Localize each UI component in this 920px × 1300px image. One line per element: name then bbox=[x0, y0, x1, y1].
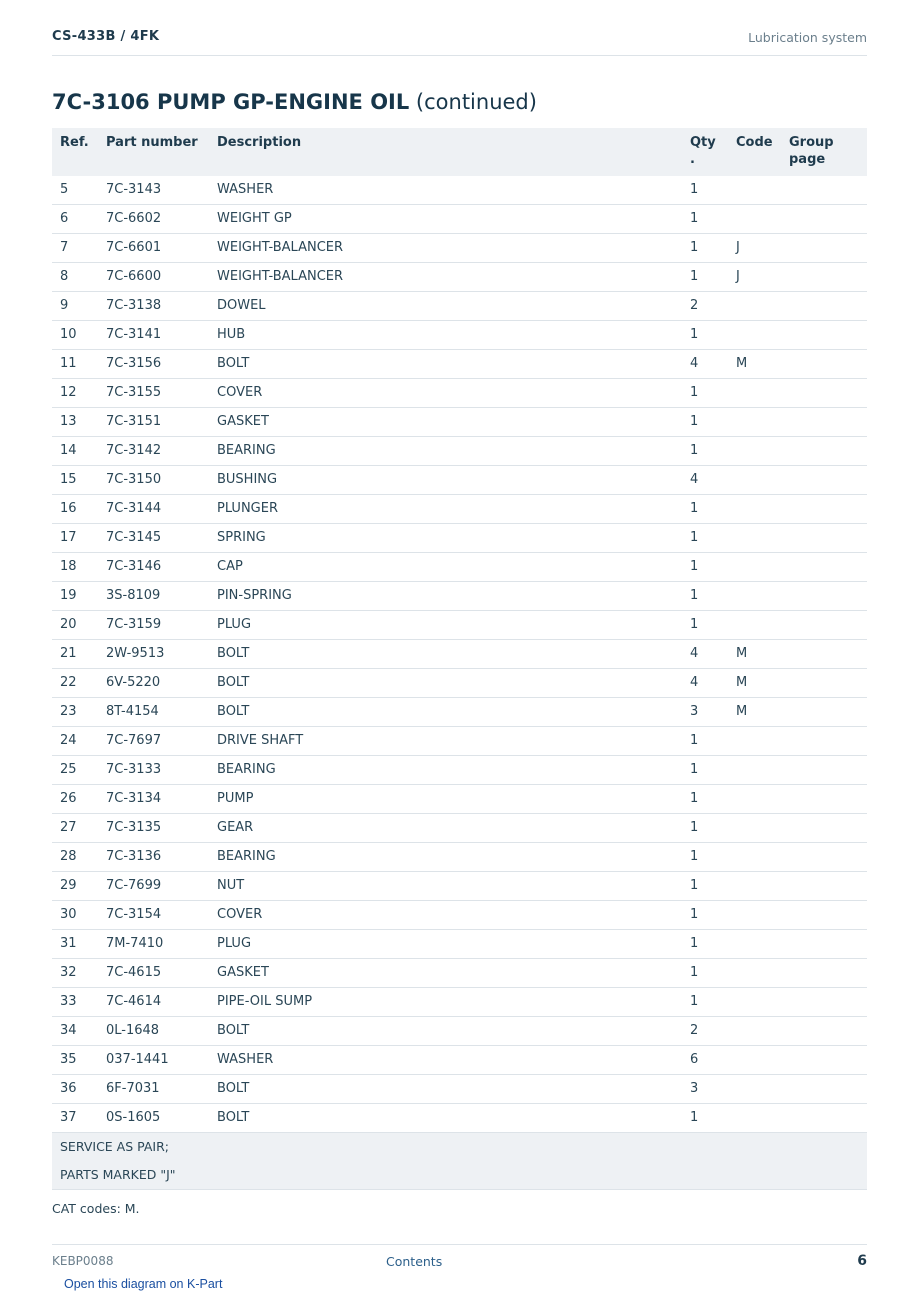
cell-code bbox=[728, 843, 781, 872]
cell-part-number: 7C-6601 bbox=[98, 234, 209, 263]
cell-code bbox=[728, 785, 781, 814]
cell-ref: 33 bbox=[52, 988, 98, 1017]
cell-description: WASHER bbox=[209, 1046, 682, 1075]
cell-qty: 1 bbox=[682, 988, 728, 1017]
cell-part-number: 7C-3138 bbox=[98, 292, 209, 321]
table-row bbox=[52, 756, 867, 785]
cell-qty: 1 bbox=[682, 553, 728, 582]
document-id: KEBP0088 bbox=[52, 1254, 114, 1268]
cell-qty: 1 bbox=[682, 321, 728, 350]
cell-description: BEARING bbox=[209, 437, 682, 466]
cell-description: BOLT bbox=[209, 350, 682, 379]
cell-group-page bbox=[781, 1046, 867, 1075]
cell-group-page bbox=[781, 582, 867, 611]
table-row bbox=[52, 727, 867, 756]
table-row bbox=[52, 466, 867, 495]
table-row bbox=[52, 379, 867, 408]
table-row bbox=[52, 959, 867, 988]
cell-description: PLUNGER bbox=[209, 495, 682, 524]
cell-description: PIN-SPRING bbox=[209, 582, 682, 611]
cell-part-number: 7C-3141 bbox=[98, 321, 209, 350]
cell-ref: 31 bbox=[52, 930, 98, 959]
cell-part-number: 8T-4154 bbox=[98, 698, 209, 727]
column-header-description: Description bbox=[209, 128, 682, 176]
cell-description: COVER bbox=[209, 379, 682, 408]
cell-qty: 1 bbox=[682, 437, 728, 466]
cell-group-page bbox=[781, 611, 867, 640]
cell-code bbox=[728, 872, 781, 901]
cell-ref: 18 bbox=[52, 553, 98, 582]
cell-part-number: 3S-8109 bbox=[98, 582, 209, 611]
cell-part-number: 7C-7697 bbox=[98, 727, 209, 756]
cell-group-page bbox=[781, 1075, 867, 1104]
cell-qty: 4 bbox=[682, 466, 728, 495]
cell-group-page bbox=[781, 321, 867, 350]
cell-group-page bbox=[781, 785, 867, 814]
parts-table bbox=[52, 128, 867, 1190]
open-diagram-link[interactable]: Open this diagram on K-Part bbox=[64, 1277, 223, 1291]
cell-code: J bbox=[728, 263, 781, 292]
cell-code bbox=[728, 930, 781, 959]
cell-part-number: 7C-3150 bbox=[98, 466, 209, 495]
cell-qty: 1 bbox=[682, 176, 728, 205]
cell-description: DOWEL bbox=[209, 292, 682, 321]
table-row bbox=[52, 843, 867, 872]
cell-description: BUSHING bbox=[209, 466, 682, 495]
cell-code bbox=[728, 176, 781, 205]
cell-description: DRIVE SHAFT bbox=[209, 727, 682, 756]
cell-qty: 1 bbox=[682, 263, 728, 292]
cell-description: COVER bbox=[209, 901, 682, 930]
cell-description: GASKET bbox=[209, 408, 682, 437]
cell-code bbox=[728, 495, 781, 524]
cell-qty: 6 bbox=[682, 1046, 728, 1075]
cell-description: PIPE-OIL SUMP bbox=[209, 988, 682, 1017]
cell-qty: 1 bbox=[682, 408, 728, 437]
table-row bbox=[52, 350, 867, 379]
section-label: Lubrication system bbox=[748, 30, 867, 45]
cell-group-page bbox=[781, 408, 867, 437]
table-row bbox=[52, 495, 867, 524]
cell-description: CAP bbox=[209, 553, 682, 582]
cell-qty: 1 bbox=[682, 872, 728, 901]
cell-group-page bbox=[781, 669, 867, 698]
cell-group-page bbox=[781, 466, 867, 495]
cell-ref: 5 bbox=[52, 176, 98, 205]
table-row bbox=[52, 1104, 867, 1133]
cell-group-page bbox=[781, 292, 867, 321]
cell-ref: 11 bbox=[52, 350, 98, 379]
table-note: SERVICE AS PAIR; bbox=[52, 1133, 867, 1162]
table-row bbox=[52, 611, 867, 640]
cat-codes-note: CAT codes: M. bbox=[52, 1201, 140, 1216]
table-row bbox=[52, 524, 867, 553]
table-row bbox=[52, 698, 867, 727]
cell-group-page bbox=[781, 1104, 867, 1133]
cell-group-page bbox=[781, 176, 867, 205]
cell-ref: 35 bbox=[52, 1046, 98, 1075]
cell-part-number: 7C-3143 bbox=[98, 176, 209, 205]
cell-group-page bbox=[781, 437, 867, 466]
cell-ref: 34 bbox=[52, 1017, 98, 1046]
cell-qty: 1 bbox=[682, 930, 728, 959]
cell-qty: 1 bbox=[682, 379, 728, 408]
cell-ref: 6 bbox=[52, 205, 98, 234]
cell-part-number: 7C-3134 bbox=[98, 785, 209, 814]
cell-qty: 1 bbox=[682, 611, 728, 640]
cell-group-page bbox=[781, 234, 867, 263]
cell-group-page bbox=[781, 756, 867, 785]
cell-qty: 1 bbox=[682, 901, 728, 930]
table-row bbox=[52, 321, 867, 350]
cell-description: WEIGHT GP bbox=[209, 205, 682, 234]
table-row bbox=[52, 437, 867, 466]
table-row bbox=[52, 872, 867, 901]
table-row bbox=[52, 1017, 867, 1046]
cell-qty: 2 bbox=[682, 1017, 728, 1046]
cell-part-number: 7C-7699 bbox=[98, 872, 209, 901]
column-header-code: Code bbox=[728, 128, 781, 176]
cell-code: M bbox=[728, 640, 781, 669]
table-row bbox=[52, 292, 867, 321]
cell-part-number: 7C-4615 bbox=[98, 959, 209, 988]
cell-description: BOLT bbox=[209, 640, 682, 669]
qty-header-line1: Qty bbox=[690, 135, 716, 150]
cell-part-number: 037-1441 bbox=[98, 1046, 209, 1075]
cell-part-number: 7C-3159 bbox=[98, 611, 209, 640]
cell-group-page bbox=[781, 843, 867, 872]
page-header bbox=[52, 29, 867, 56]
cell-part-number: 6V-5220 bbox=[98, 669, 209, 698]
cell-description: BOLT bbox=[209, 1075, 682, 1104]
cell-part-number: 0S-1605 bbox=[98, 1104, 209, 1133]
cell-description: PUMP bbox=[209, 785, 682, 814]
cell-qty: 1 bbox=[682, 1104, 728, 1133]
cell-description: SPRING bbox=[209, 524, 682, 553]
cell-part-number: 7C-3136 bbox=[98, 843, 209, 872]
cell-ref: 15 bbox=[52, 466, 98, 495]
cell-ref: 20 bbox=[52, 611, 98, 640]
table-row bbox=[52, 930, 867, 959]
cell-code bbox=[728, 611, 781, 640]
cell-description: BOLT bbox=[209, 1104, 682, 1133]
cell-description: BOLT bbox=[209, 698, 682, 727]
table-row bbox=[52, 988, 867, 1017]
cell-code bbox=[728, 292, 781, 321]
cell-group-page bbox=[781, 495, 867, 524]
cell-part-number: 7C-6600 bbox=[98, 263, 209, 292]
cell-qty: 3 bbox=[682, 1075, 728, 1104]
cell-code bbox=[728, 582, 781, 611]
title-suffix: (continued) bbox=[409, 90, 537, 114]
cell-code bbox=[728, 901, 781, 930]
cell-code bbox=[728, 959, 781, 988]
cell-ref: 14 bbox=[52, 437, 98, 466]
cell-group-page bbox=[781, 814, 867, 843]
cell-group-page bbox=[781, 872, 867, 901]
cell-ref: 36 bbox=[52, 1075, 98, 1104]
cell-description: BOLT bbox=[209, 1017, 682, 1046]
table-row bbox=[52, 553, 867, 582]
group-header-line1: Group bbox=[789, 135, 834, 150]
cell-ref: 16 bbox=[52, 495, 98, 524]
cell-qty: 1 bbox=[682, 582, 728, 611]
cell-group-page bbox=[781, 1017, 867, 1046]
cell-code bbox=[728, 321, 781, 350]
cell-qty: 1 bbox=[682, 756, 728, 785]
cell-part-number: 7C-3144 bbox=[98, 495, 209, 524]
cell-code bbox=[728, 814, 781, 843]
cell-ref: 10 bbox=[52, 321, 98, 350]
cell-code bbox=[728, 1104, 781, 1133]
cell-ref: 17 bbox=[52, 524, 98, 553]
cell-qty: 1 bbox=[682, 234, 728, 263]
cell-code bbox=[728, 988, 781, 1017]
cell-group-page bbox=[781, 901, 867, 930]
model-label: CS-433B / 4FK bbox=[52, 29, 160, 44]
cell-part-number: 7C-3154 bbox=[98, 901, 209, 930]
cell-group-page bbox=[781, 698, 867, 727]
page-title bbox=[52, 90, 537, 114]
cell-ref: 8 bbox=[52, 263, 98, 292]
cell-description: PLUG bbox=[209, 611, 682, 640]
cell-qty: 2 bbox=[682, 292, 728, 321]
table-row bbox=[52, 901, 867, 930]
column-header-ref: Ref. bbox=[52, 128, 98, 176]
cell-group-page bbox=[781, 988, 867, 1017]
table-note-row bbox=[52, 1133, 867, 1162]
cell-qty: 1 bbox=[682, 205, 728, 234]
table-row bbox=[52, 408, 867, 437]
cell-qty: 1 bbox=[682, 959, 728, 988]
cell-group-page bbox=[781, 205, 867, 234]
cell-code bbox=[728, 553, 781, 582]
column-header-part-number: Part number bbox=[98, 128, 209, 176]
table-row bbox=[52, 263, 867, 292]
cell-group-page bbox=[781, 727, 867, 756]
parts-table-body bbox=[52, 176, 867, 1190]
cell-description: GASKET bbox=[209, 959, 682, 988]
cell-description: GEAR bbox=[209, 814, 682, 843]
cell-code bbox=[728, 408, 781, 437]
cell-qty: 1 bbox=[682, 785, 728, 814]
cell-ref: 29 bbox=[52, 872, 98, 901]
cell-ref: 28 bbox=[52, 843, 98, 872]
table-row bbox=[52, 582, 867, 611]
cell-code: J bbox=[728, 234, 781, 263]
cell-description: HUB bbox=[209, 321, 682, 350]
cell-qty: 4 bbox=[682, 669, 728, 698]
cell-part-number: 7C-6602 bbox=[98, 205, 209, 234]
cell-part-number: 0L-1648 bbox=[98, 1017, 209, 1046]
table-header-row bbox=[52, 128, 867, 176]
cell-qty: 1 bbox=[682, 727, 728, 756]
table-row bbox=[52, 205, 867, 234]
cell-code bbox=[728, 466, 781, 495]
cell-ref: 23 bbox=[52, 698, 98, 727]
cell-ref: 26 bbox=[52, 785, 98, 814]
cell-part-number: 7C-3146 bbox=[98, 553, 209, 582]
cell-ref: 19 bbox=[52, 582, 98, 611]
cell-qty: 3 bbox=[682, 698, 728, 727]
cell-qty: 1 bbox=[682, 495, 728, 524]
cell-qty: 1 bbox=[682, 814, 728, 843]
cell-ref: 32 bbox=[52, 959, 98, 988]
cell-ref: 25 bbox=[52, 756, 98, 785]
cell-code bbox=[728, 524, 781, 553]
column-header-group-page bbox=[781, 128, 867, 176]
table-row bbox=[52, 1046, 867, 1075]
cell-part-number: 7C-3135 bbox=[98, 814, 209, 843]
cell-ref: 37 bbox=[52, 1104, 98, 1133]
page-number: 6 bbox=[857, 1253, 867, 1269]
contents-link[interactable]: Contents bbox=[386, 1254, 443, 1269]
cell-ref: 9 bbox=[52, 292, 98, 321]
cell-description: WEIGHT-BALANCER bbox=[209, 234, 682, 263]
cell-part-number: 7C-3151 bbox=[98, 408, 209, 437]
cell-description: BEARING bbox=[209, 843, 682, 872]
table-row bbox=[52, 669, 867, 698]
cell-description: BEARING bbox=[209, 756, 682, 785]
cell-part-number: 7C-3142 bbox=[98, 437, 209, 466]
table-row bbox=[52, 785, 867, 814]
table-note-row bbox=[52, 1161, 867, 1190]
cell-code bbox=[728, 437, 781, 466]
qty-header-line2: . bbox=[690, 152, 695, 167]
page-footer bbox=[52, 1244, 867, 1275]
cell-group-page bbox=[781, 350, 867, 379]
column-header-qty bbox=[682, 128, 728, 176]
table-row bbox=[52, 814, 867, 843]
cell-qty: 1 bbox=[682, 524, 728, 553]
cell-code bbox=[728, 205, 781, 234]
cell-group-page bbox=[781, 379, 867, 408]
cell-group-page bbox=[781, 959, 867, 988]
cell-code bbox=[728, 379, 781, 408]
cell-code: M bbox=[728, 669, 781, 698]
cell-part-number: 7C-3156 bbox=[98, 350, 209, 379]
cell-part-number: 7M-7410 bbox=[98, 930, 209, 959]
cell-code: M bbox=[728, 698, 781, 727]
cell-ref: 12 bbox=[52, 379, 98, 408]
cell-part-number: 7C-3155 bbox=[98, 379, 209, 408]
cell-group-page bbox=[781, 263, 867, 292]
cell-qty: 4 bbox=[682, 350, 728, 379]
cell-description: WASHER bbox=[209, 176, 682, 205]
group-header-line2: page bbox=[789, 152, 826, 167]
cell-qty: 4 bbox=[682, 640, 728, 669]
cell-part-number: 7C-4614 bbox=[98, 988, 209, 1017]
cell-code bbox=[728, 1075, 781, 1104]
cell-description: BOLT bbox=[209, 669, 682, 698]
table-row bbox=[52, 1075, 867, 1104]
cell-description: WEIGHT-BALANCER bbox=[209, 263, 682, 292]
cell-ref: 27 bbox=[52, 814, 98, 843]
table-row bbox=[52, 176, 867, 205]
cell-ref: 13 bbox=[52, 408, 98, 437]
cell-group-page bbox=[781, 640, 867, 669]
cell-code bbox=[728, 1046, 781, 1075]
cell-group-page bbox=[781, 524, 867, 553]
title-main: 7C-3106 PUMP GP-ENGINE OIL bbox=[52, 90, 410, 114]
cell-description: PLUG bbox=[209, 930, 682, 959]
cell-group-page bbox=[781, 930, 867, 959]
cell-group-page bbox=[781, 553, 867, 582]
cell-ref: 30 bbox=[52, 901, 98, 930]
cell-part-number: 2W-9513 bbox=[98, 640, 209, 669]
cell-code: M bbox=[728, 350, 781, 379]
cell-part-number: 6F-7031 bbox=[98, 1075, 209, 1104]
cell-qty: 1 bbox=[682, 843, 728, 872]
cell-code bbox=[728, 756, 781, 785]
cell-ref: 21 bbox=[52, 640, 98, 669]
cell-part-number: 7C-3133 bbox=[98, 756, 209, 785]
cell-code bbox=[728, 1017, 781, 1046]
cell-part-number: 7C-3145 bbox=[98, 524, 209, 553]
cell-ref: 22 bbox=[52, 669, 98, 698]
cell-ref: 24 bbox=[52, 727, 98, 756]
table-note: PARTS MARKED "J" bbox=[52, 1161, 867, 1190]
cell-ref: 7 bbox=[52, 234, 98, 263]
cell-description: NUT bbox=[209, 872, 682, 901]
table-row bbox=[52, 640, 867, 669]
cell-code bbox=[728, 727, 781, 756]
table-row bbox=[52, 234, 867, 263]
